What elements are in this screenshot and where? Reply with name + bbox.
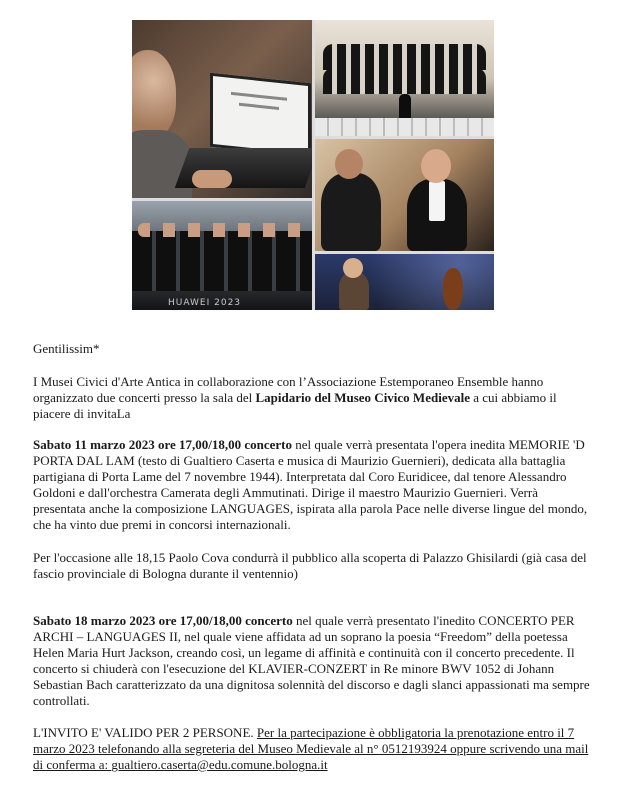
greeting: Gentilissim*: [33, 341, 100, 356]
concert-2-date: Sabato 18 marzo 2023 ore 17,00/18,00 concerto: [33, 613, 293, 628]
concert-1-body: nel quale verrà presentata l'opera inedita MEMORIE 'D PORTA DAL LAM (testo di Gualtiero Caserta e musica di Maurizio Guernieri), dedicata alla battaglia partigiana di Porta Lame del 7 novembre 1944). Interpretata dal Coro Euridicee, dal tenore Alessandro Goldoni e dall'orchestra Camerata degli Ammutinati. Dirige il maestro Maurizio Guernieri. Verrà presentata anche la composizione LANGUAGES, ispirata alla parola Pace nelle diverse lingue del mondo, che ha vinto due premi in concorsi internazionali.: [33, 437, 588, 532]
photo-watermark: HUAWEI 2023: [168, 298, 242, 308]
photo-strings: [315, 254, 494, 310]
intro-paragraph: [33, 374, 593, 422]
singers-faces: [138, 223, 306, 237]
visit-paragraph: Per l'occasione alle 18,15 Paolo Cova condurrà il pubblico alla scoperta di Palazzo Ghisilardi (già casa del fascio provinciale di Bologna durante il ventennio): [33, 550, 587, 581]
tenor-shirt: [429, 181, 445, 221]
screen-text-line: [231, 92, 287, 101]
photo-choir: [315, 20, 494, 136]
conductor-head: [335, 149, 363, 179]
laptop-screen: [210, 73, 311, 158]
email-link[interactable]: gualtiero.caserta@edu.comune.bologna.it: [111, 757, 328, 772]
choir-row: [323, 68, 486, 94]
concert-2-body: nel quale verrà presentato l'inedito CONCERTO PER ARCHI – LANGUAGES II, nel quale viene affidata ad un soprano la poesia “Freedom” della poetessa Helen Maria Hurt Jackson, creando così, un legame di affinità e continuità con il concerto precedente. Il concerto si chiuderà con l'esecuzione del KLAVIER-CONZERT in Re minore BWV 1052 di Johann Sebastian Bach caratterizzato da una dignitosa solennità del discorso e dagli slanci appassionati ma sempre controllati.: [33, 613, 590, 708]
photo-men-choir: [132, 201, 312, 310]
person-head: [132, 50, 176, 138]
invitation-paragraph: [33, 725, 593, 773]
cello-icon: [443, 268, 463, 310]
intro-text: I Musei Civici d'Arte Antica in collaborazione con l’Associazione Estemporaneo Ensemble hanno organizzato due concerti presso la sala del: [33, 374, 544, 405]
singers-row: [132, 231, 312, 291]
choir-row: [323, 44, 486, 70]
reservation-info: Per la partecipazione è obbligatoria la prenotazione entro il 7 marzo 2023 telefonando alla segreteria del Museo Medievale al n° 0512193924 oppure scrivendo una mail di conferma a:: [33, 725, 589, 772]
concert-1-paragraph: [33, 437, 593, 533]
person-hand: [192, 170, 232, 188]
tenor-head: [421, 149, 451, 183]
screen-text-line: [239, 103, 279, 110]
photo-laptop: [132, 20, 312, 198]
conductor-body: [321, 173, 381, 251]
intro-end: a cui abbiamo il piacere di invitaLa: [33, 390, 557, 421]
stage-floor: [315, 118, 494, 136]
concert-2-paragraph: [33, 613, 593, 709]
photo-collage: [132, 20, 494, 310]
performer-head: [343, 258, 363, 278]
photo-tenor: [315, 139, 494, 251]
venue-name: Lapidario del Museo Civico Medievale: [255, 390, 470, 405]
invitation-validity: L'INVITO E' VALIDO PER 2 PERSONE.: [33, 725, 257, 740]
concert-1-date: Sabato 11 marzo 2023 ore 17,00/18,00 concerto: [33, 437, 292, 452]
